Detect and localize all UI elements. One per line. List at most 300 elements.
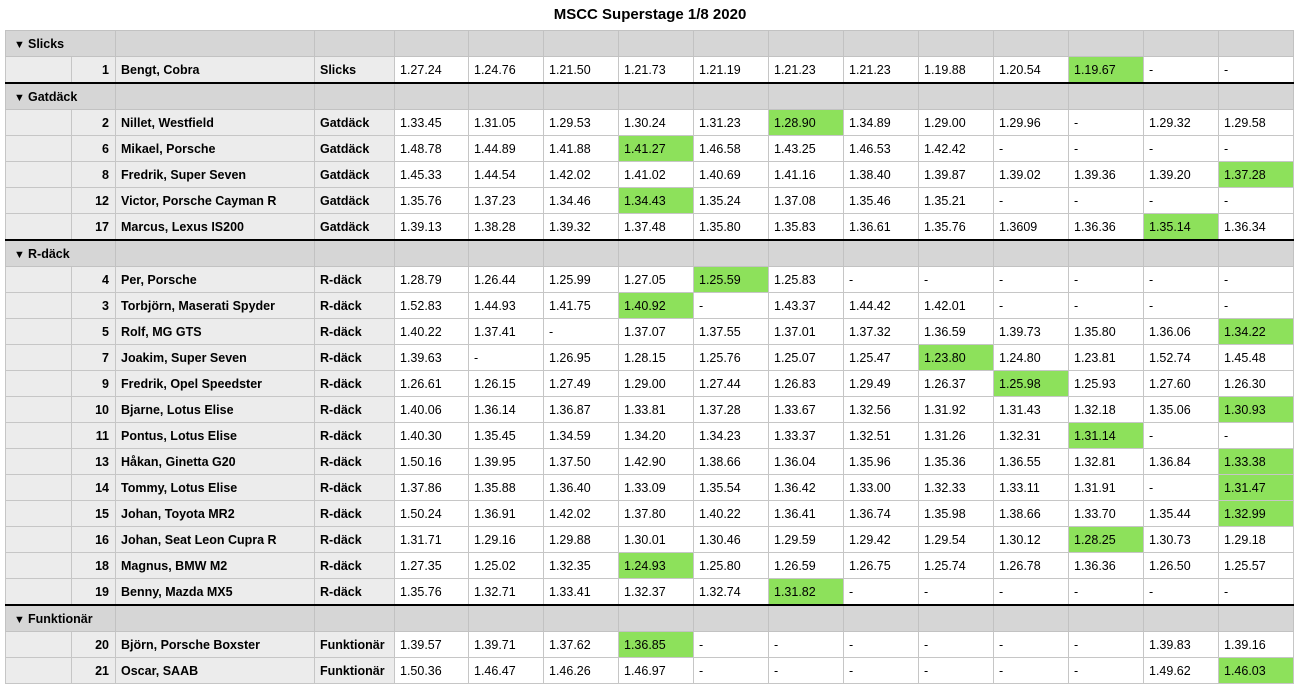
table-row[interactable] — [6, 632, 1294, 658]
start-number-cell[interactable]: 11 — [72, 423, 116, 449]
group-cell[interactable] — [994, 240, 1069, 267]
lap-time-cell[interactable]: 1.33.37 — [769, 423, 844, 449]
lap-time-cell[interactable]: 1.35.45 — [469, 423, 544, 449]
group-cell[interactable] — [1069, 83, 1144, 110]
lap-time-cell[interactable]: 1.27.35 — [395, 553, 469, 579]
lap-time-cell[interactable]: 1.36.14 — [469, 397, 544, 423]
group-cell[interactable] — [619, 240, 694, 267]
start-number-cell[interactable]: 8 — [72, 162, 116, 188]
lap-time-cell[interactable]: 1.29.58 — [1219, 110, 1294, 136]
lap-time-cell[interactable]: 1.29.96 — [994, 110, 1069, 136]
group-cell[interactable] — [116, 240, 315, 267]
driver-cell[interactable]: Fredrik, Super Seven — [116, 162, 315, 188]
start-number-cell[interactable]: 9 — [72, 371, 116, 397]
lap-time-cell[interactable]: 1.29.59 — [769, 527, 844, 553]
group-cell[interactable] — [395, 240, 469, 267]
lap-time-cell[interactable]: 1.25.47 — [844, 345, 919, 371]
lap-time-cell[interactable]: - — [769, 658, 844, 684]
group-cell[interactable] — [1069, 240, 1144, 267]
lap-time-cell[interactable]: 1.37.01 — [769, 319, 844, 345]
table-row[interactable] — [6, 449, 1294, 475]
row-header-cell[interactable] — [6, 579, 72, 606]
table-row[interactable] — [6, 319, 1294, 345]
group-cell[interactable] — [395, 83, 469, 110]
lap-time-cell[interactable]: 1.38.28 — [469, 214, 544, 241]
lap-time-cell[interactable]: 1.49.62 — [1144, 658, 1219, 684]
lap-time-cell[interactable]: - — [1144, 188, 1219, 214]
group-cell[interactable] — [919, 31, 994, 57]
lap-time-cell[interactable]: 1.39.32 — [544, 214, 619, 241]
best-lap-cell[interactable]: 1.31.47 — [1219, 475, 1294, 501]
lap-time-cell[interactable]: - — [1219, 57, 1294, 84]
group-cell[interactable] — [395, 605, 469, 632]
lap-time-cell[interactable]: 1.29.54 — [919, 527, 994, 553]
lap-time-cell[interactable]: 1.35.36 — [919, 449, 994, 475]
group-cell[interactable] — [1144, 605, 1219, 632]
group-header[interactable] — [6, 31, 116, 57]
lap-time-cell[interactable]: - — [1144, 423, 1219, 449]
table-row[interactable] — [6, 527, 1294, 553]
driver-cell[interactable]: Marcus, Lexus IS200 — [116, 214, 315, 241]
class-cell[interactable]: Funktionär — [315, 632, 395, 658]
lap-time-cell[interactable]: 1.35.96 — [844, 449, 919, 475]
group-cell[interactable] — [469, 605, 544, 632]
lap-time-cell[interactable]: 1.26.30 — [1219, 371, 1294, 397]
class-cell[interactable]: R-däck — [315, 345, 395, 371]
lap-time-cell[interactable]: 1.32.33 — [919, 475, 994, 501]
lap-time-cell[interactable]: 1.44.54 — [469, 162, 544, 188]
group-cell[interactable] — [1144, 31, 1219, 57]
lap-time-cell[interactable]: 1.34.20 — [619, 423, 694, 449]
lap-time-cell[interactable]: 1.31.05 — [469, 110, 544, 136]
class-cell[interactable]: R-däck — [315, 319, 395, 345]
start-number-cell[interactable]: 21 — [72, 658, 116, 684]
lap-time-cell[interactable]: 1.39.83 — [1144, 632, 1219, 658]
row-header-cell[interactable] — [6, 214, 72, 241]
lap-time-cell[interactable]: - — [994, 658, 1069, 684]
lap-time-cell[interactable]: 1.35.83 — [769, 214, 844, 241]
lap-time-cell[interactable]: 1.33.00 — [844, 475, 919, 501]
lap-time-cell[interactable]: - — [994, 579, 1069, 606]
group-cell[interactable] — [116, 83, 315, 110]
lap-time-cell[interactable]: 1.37.62 — [544, 632, 619, 658]
lap-time-cell[interactable]: 1.41.75 — [544, 293, 619, 319]
start-number-cell[interactable]: 12 — [72, 188, 116, 214]
group-cell[interactable] — [1219, 240, 1294, 267]
start-number-cell[interactable]: 5 — [72, 319, 116, 345]
row-header-cell[interactable] — [6, 57, 72, 84]
group-cell[interactable] — [544, 605, 619, 632]
lap-time-cell[interactable]: 1.36.87 — [544, 397, 619, 423]
group-cell[interactable] — [116, 31, 315, 57]
lap-time-cell[interactable]: 1.25.99 — [544, 267, 619, 293]
lap-time-cell[interactable]: 1.33.41 — [544, 579, 619, 606]
lap-time-cell[interactable]: 1.40.22 — [395, 319, 469, 345]
lap-time-cell[interactable]: - — [844, 632, 919, 658]
class-cell[interactable]: Gatdäck — [315, 214, 395, 241]
driver-cell[interactable]: Victor, Porsche Cayman R — [116, 188, 315, 214]
lap-time-cell[interactable]: 1.39.63 — [395, 345, 469, 371]
lap-time-cell[interactable]: 1.31.43 — [994, 397, 1069, 423]
lap-time-cell[interactable]: 1.39.71 — [469, 632, 544, 658]
start-number-cell[interactable]: 7 — [72, 345, 116, 371]
group-cell[interactable] — [844, 83, 919, 110]
lap-time-cell[interactable]: 1.32.74 — [694, 579, 769, 606]
lap-time-cell[interactable]: - — [1069, 267, 1144, 293]
lap-time-cell[interactable]: 1.32.37 — [619, 579, 694, 606]
lap-time-cell[interactable]: - — [1069, 658, 1144, 684]
group-cell[interactable] — [619, 31, 694, 57]
group-cell[interactable] — [395, 31, 469, 57]
class-cell[interactable]: R-däck — [315, 579, 395, 606]
lap-time-cell[interactable]: 1.30.73 — [1144, 527, 1219, 553]
lap-time-cell[interactable]: 1.37.50 — [544, 449, 619, 475]
lap-time-cell[interactable]: 1.30.12 — [994, 527, 1069, 553]
lap-time-cell[interactable]: 1.36.84 — [1144, 449, 1219, 475]
driver-cell[interactable]: Benny, Mazda MX5 — [116, 579, 315, 606]
driver-cell[interactable]: Torbjörn, Maserati Spyder — [116, 293, 315, 319]
driver-cell[interactable]: Rolf, MG GTS — [116, 319, 315, 345]
lap-time-cell[interactable]: 1.42.02 — [544, 501, 619, 527]
lap-time-cell[interactable]: - — [769, 632, 844, 658]
table-row[interactable] — [6, 136, 1294, 162]
best-lap-cell[interactable]: 1.19.67 — [1069, 57, 1144, 84]
lap-time-cell[interactable]: 1.24.76 — [469, 57, 544, 84]
lap-time-cell[interactable]: 1.32.56 — [844, 397, 919, 423]
group-cell[interactable] — [769, 31, 844, 57]
lap-time-cell[interactable]: 1.25.07 — [769, 345, 844, 371]
lap-time-cell[interactable]: 1.25.76 — [694, 345, 769, 371]
lap-time-cell[interactable]: 1.43.37 — [769, 293, 844, 319]
lap-time-cell[interactable]: - — [844, 267, 919, 293]
lap-time-cell[interactable]: 1.50.24 — [395, 501, 469, 527]
lap-time-cell[interactable]: 1.40.30 — [395, 423, 469, 449]
row-header-cell[interactable] — [6, 632, 72, 658]
lap-time-cell[interactable]: 1.39.73 — [994, 319, 1069, 345]
lap-time-cell[interactable]: - — [844, 579, 919, 606]
lap-time-cell[interactable]: 1.25.57 — [1219, 553, 1294, 579]
group-header[interactable] — [6, 83, 116, 110]
lap-time-cell[interactable]: - — [994, 267, 1069, 293]
table-row[interactable] — [6, 658, 1294, 684]
lap-time-cell[interactable]: - — [1144, 475, 1219, 501]
lap-time-cell[interactable]: 1.40.06 — [395, 397, 469, 423]
lap-time-cell[interactable]: 1.26.37 — [919, 371, 994, 397]
best-lap-cell[interactable]: 1.36.85 — [619, 632, 694, 658]
lap-time-cell[interactable]: 1.32.31 — [994, 423, 1069, 449]
lap-time-cell[interactable]: 1.25.74 — [919, 553, 994, 579]
lap-time-cell[interactable]: 1.37.07 — [619, 319, 694, 345]
lap-time-cell[interactable]: - — [1219, 136, 1294, 162]
group-cell[interactable] — [1069, 31, 1144, 57]
start-number-cell[interactable]: 16 — [72, 527, 116, 553]
lap-time-cell[interactable]: 1.39.95 — [469, 449, 544, 475]
class-cell[interactable]: R-däck — [315, 371, 395, 397]
lap-time-cell[interactable]: - — [1144, 293, 1219, 319]
lap-time-cell[interactable]: 1.26.61 — [395, 371, 469, 397]
lap-time-cell[interactable]: 1.36.42 — [769, 475, 844, 501]
lap-time-cell[interactable]: 1.26.83 — [769, 371, 844, 397]
lap-time-cell[interactable]: 1.46.53 — [844, 136, 919, 162]
lap-time-cell[interactable]: 1.46.58 — [694, 136, 769, 162]
lap-time-cell[interactable]: 1.29.49 — [844, 371, 919, 397]
lap-time-cell[interactable]: - — [1069, 188, 1144, 214]
lap-time-cell[interactable]: 1.37.86 — [395, 475, 469, 501]
table-row[interactable] — [6, 397, 1294, 423]
start-number-cell[interactable]: 10 — [72, 397, 116, 423]
driver-cell[interactable]: Tommy, Lotus Elise — [116, 475, 315, 501]
lap-time-cell[interactable]: 1.36.34 — [1219, 214, 1294, 241]
lap-time-cell[interactable]: 1.34.89 — [844, 110, 919, 136]
class-cell[interactable]: Gatdäck — [315, 136, 395, 162]
start-number-cell[interactable]: 18 — [72, 553, 116, 579]
group-cell[interactable] — [694, 605, 769, 632]
lap-time-cell[interactable]: 1.35.98 — [919, 501, 994, 527]
lap-time-cell[interactable]: 1.31.71 — [395, 527, 469, 553]
group-cell[interactable] — [769, 83, 844, 110]
lap-time-cell[interactable]: 1.35.24 — [694, 188, 769, 214]
class-cell[interactable]: R-däck — [315, 397, 395, 423]
class-cell[interactable]: R-däck — [315, 293, 395, 319]
group-cell[interactable] — [1144, 83, 1219, 110]
lap-time-cell[interactable]: - — [694, 658, 769, 684]
lap-time-cell[interactable]: 1.37.80 — [619, 501, 694, 527]
lap-time-cell[interactable]: 1.37.41 — [469, 319, 544, 345]
lap-time-cell[interactable]: 1.29.88 — [544, 527, 619, 553]
lap-time-cell[interactable]: 1.42.90 — [619, 449, 694, 475]
best-lap-cell[interactable]: 1.37.28 — [1219, 162, 1294, 188]
lap-time-cell[interactable]: - — [1144, 579, 1219, 606]
lap-time-cell[interactable]: 1.31.91 — [1069, 475, 1144, 501]
row-header-cell[interactable] — [6, 397, 72, 423]
class-cell[interactable]: Gatdäck — [315, 110, 395, 136]
lap-time-cell[interactable]: 1.39.13 — [395, 214, 469, 241]
group-cell[interactable] — [694, 240, 769, 267]
table-row[interactable] — [6, 475, 1294, 501]
best-lap-cell[interactable]: 1.34.43 — [619, 188, 694, 214]
lap-time-cell[interactable]: 1.26.50 — [1144, 553, 1219, 579]
group-cell[interactable] — [994, 83, 1069, 110]
lap-time-cell[interactable]: 1.44.42 — [844, 293, 919, 319]
lap-time-cell[interactable]: - — [1144, 136, 1219, 162]
best-lap-cell[interactable]: 1.31.14 — [1069, 423, 1144, 449]
group-cell[interactable] — [769, 240, 844, 267]
lap-time-cell[interactable]: 1.44.93 — [469, 293, 544, 319]
group-cell[interactable] — [116, 605, 315, 632]
best-lap-cell[interactable]: 1.33.38 — [1219, 449, 1294, 475]
lap-time-cell[interactable]: 1.52.83 — [395, 293, 469, 319]
lap-time-cell[interactable]: - — [1069, 293, 1144, 319]
row-header-cell[interactable] — [6, 188, 72, 214]
row-header-cell[interactable] — [6, 658, 72, 684]
driver-cell[interactable]: Mikael, Porsche — [116, 136, 315, 162]
group-cell[interactable] — [315, 83, 395, 110]
driver-cell[interactable]: Magnus, BMW M2 — [116, 553, 315, 579]
group-cell[interactable] — [844, 240, 919, 267]
lap-time-cell[interactable]: 1.35.76 — [395, 579, 469, 606]
best-lap-cell[interactable]: 1.35.14 — [1144, 214, 1219, 241]
lap-time-cell[interactable]: 1.35.06 — [1144, 397, 1219, 423]
class-cell[interactable]: Gatdäck — [315, 162, 395, 188]
lap-time-cell[interactable]: 1.21.50 — [544, 57, 619, 84]
lap-time-cell[interactable]: 1.29.32 — [1144, 110, 1219, 136]
row-header-cell[interactable] — [6, 423, 72, 449]
lap-time-cell[interactable]: 1.45.48 — [1219, 345, 1294, 371]
group-header[interactable] — [6, 240, 116, 267]
lap-time-cell[interactable]: 1.30.01 — [619, 527, 694, 553]
lap-time-cell[interactable]: 1.37.32 — [844, 319, 919, 345]
lap-time-cell[interactable]: 1.28.15 — [619, 345, 694, 371]
lap-time-cell[interactable]: 1.33.45 — [395, 110, 469, 136]
group-cell[interactable] — [1219, 83, 1294, 110]
lap-time-cell[interactable]: 1.38.66 — [694, 449, 769, 475]
lap-time-cell[interactable]: 1.46.47 — [469, 658, 544, 684]
lap-time-cell[interactable]: 1.36.40 — [544, 475, 619, 501]
group-row[interactable] — [6, 605, 1294, 632]
driver-cell[interactable]: Per, Porsche — [116, 267, 315, 293]
lap-time-cell[interactable]: 1.35.46 — [844, 188, 919, 214]
start-number-cell[interactable]: 3 — [72, 293, 116, 319]
lap-time-cell[interactable]: - — [469, 345, 544, 371]
disclosure-triangle-icon[interactable]: ▼ — [14, 613, 25, 626]
group-cell[interactable] — [919, 83, 994, 110]
group-cell[interactable] — [469, 31, 544, 57]
lap-time-cell[interactable]: 1.48.78 — [395, 136, 469, 162]
lap-time-cell[interactable]: 1.29.53 — [544, 110, 619, 136]
class-cell[interactable]: R-däck — [315, 423, 395, 449]
group-cell[interactable] — [619, 605, 694, 632]
lap-time-cell[interactable]: 1.31.26 — [919, 423, 994, 449]
lap-time-cell[interactable]: 1.36.06 — [1144, 319, 1219, 345]
lap-time-cell[interactable]: 1.37.28 — [694, 397, 769, 423]
best-lap-cell[interactable]: 1.28.90 — [769, 110, 844, 136]
table-row[interactable] — [6, 57, 1294, 84]
lap-time-cell[interactable]: - — [1219, 423, 1294, 449]
best-lap-cell[interactable]: 1.25.59 — [694, 267, 769, 293]
lap-time-cell[interactable]: - — [919, 267, 994, 293]
lap-time-cell[interactable]: 1.43.25 — [769, 136, 844, 162]
lap-time-cell[interactable]: - — [919, 658, 994, 684]
group-cell[interactable] — [1219, 31, 1294, 57]
lap-time-cell[interactable]: - — [994, 293, 1069, 319]
lap-time-cell[interactable]: 1.29.00 — [619, 371, 694, 397]
lap-time-cell[interactable]: 1.27.49 — [544, 371, 619, 397]
row-header-cell[interactable] — [6, 110, 72, 136]
best-lap-cell[interactable]: 1.32.99 — [1219, 501, 1294, 527]
start-number-cell[interactable]: 13 — [72, 449, 116, 475]
group-row[interactable] — [6, 83, 1294, 110]
lap-time-cell[interactable]: 1.39.16 — [1219, 632, 1294, 658]
lap-time-cell[interactable]: - — [844, 658, 919, 684]
best-lap-cell[interactable]: 1.25.98 — [994, 371, 1069, 397]
lap-time-cell[interactable]: - — [994, 632, 1069, 658]
table-row[interactable] — [6, 423, 1294, 449]
lap-time-cell[interactable]: 1.50.16 — [395, 449, 469, 475]
driver-cell[interactable]: Johan, Seat Leon Cupra R — [116, 527, 315, 553]
lap-time-cell[interactable]: 1.38.40 — [844, 162, 919, 188]
lap-time-cell[interactable]: - — [694, 293, 769, 319]
lap-time-cell[interactable]: - — [1069, 110, 1144, 136]
table-row[interactable] — [6, 579, 1294, 606]
lap-time-cell[interactable]: 1.31.23 — [694, 110, 769, 136]
lap-time-cell[interactable]: 1.44.89 — [469, 136, 544, 162]
row-header-cell[interactable] — [6, 319, 72, 345]
lap-time-cell[interactable]: 1.25.02 — [469, 553, 544, 579]
group-header[interactable] — [6, 605, 116, 632]
lap-time-cell[interactable]: 1.26.78 — [994, 553, 1069, 579]
lap-time-cell[interactable]: 1.45.33 — [395, 162, 469, 188]
group-cell[interactable] — [1069, 605, 1144, 632]
lap-time-cell[interactable]: 1.40.69 — [694, 162, 769, 188]
group-row[interactable] — [6, 240, 1294, 267]
lap-time-cell[interactable]: 1.36.36 — [1069, 214, 1144, 241]
lap-time-cell[interactable]: 1.34.23 — [694, 423, 769, 449]
table-row[interactable] — [6, 345, 1294, 371]
lap-time-cell[interactable]: 1.32.71 — [469, 579, 544, 606]
lap-time-cell[interactable]: 1.36.04 — [769, 449, 844, 475]
lap-time-cell[interactable]: 1.27.24 — [395, 57, 469, 84]
best-lap-cell[interactable]: 1.34.22 — [1219, 319, 1294, 345]
driver-cell[interactable]: Fredrik, Opel Speedster — [116, 371, 315, 397]
lap-time-cell[interactable]: 1.36.36 — [1069, 553, 1144, 579]
start-number-cell[interactable]: 19 — [72, 579, 116, 606]
group-cell[interactable] — [994, 605, 1069, 632]
driver-cell[interactable]: Pontus, Lotus Elise — [116, 423, 315, 449]
class-cell[interactable]: R-däck — [315, 553, 395, 579]
lap-time-cell[interactable]: 1.35.80 — [1069, 319, 1144, 345]
lap-time-cell[interactable]: 1.29.16 — [469, 527, 544, 553]
best-lap-cell[interactable]: 1.46.03 — [1219, 658, 1294, 684]
lap-time-cell[interactable]: 1.39.87 — [919, 162, 994, 188]
lap-time-cell[interactable]: 1.19.88 — [919, 57, 994, 84]
row-header-cell[interactable] — [6, 501, 72, 527]
lap-time-cell[interactable]: - — [1219, 267, 1294, 293]
lap-time-cell[interactable]: 1.33.09 — [619, 475, 694, 501]
row-header-cell[interactable] — [6, 267, 72, 293]
group-cell[interactable] — [1219, 605, 1294, 632]
lap-time-cell[interactable]: - — [919, 579, 994, 606]
lap-time-cell[interactable]: 1.37.23 — [469, 188, 544, 214]
start-number-cell[interactable]: 4 — [72, 267, 116, 293]
lap-time-cell[interactable]: 1.31.92 — [919, 397, 994, 423]
group-cell[interactable] — [315, 240, 395, 267]
start-number-cell[interactable]: 6 — [72, 136, 116, 162]
lap-time-cell[interactable]: 1.26.15 — [469, 371, 544, 397]
best-lap-cell[interactable]: 1.30.93 — [1219, 397, 1294, 423]
lap-time-cell[interactable]: 1.27.05 — [619, 267, 694, 293]
group-cell[interactable] — [919, 240, 994, 267]
lap-time-cell[interactable]: 1.35.76 — [919, 214, 994, 241]
table-row[interactable] — [6, 267, 1294, 293]
driver-cell[interactable]: Bengt, Cobra — [116, 57, 315, 84]
group-cell[interactable] — [844, 31, 919, 57]
group-cell[interactable] — [844, 605, 919, 632]
lap-time-cell[interactable]: 1.33.67 — [769, 397, 844, 423]
group-cell[interactable] — [694, 31, 769, 57]
lap-time-cell[interactable]: 1.36.59 — [919, 319, 994, 345]
start-number-cell[interactable]: 2 — [72, 110, 116, 136]
class-cell[interactable]: R-däck — [315, 501, 395, 527]
start-number-cell[interactable]: 17 — [72, 214, 116, 241]
lap-time-cell[interactable]: 1.32.35 — [544, 553, 619, 579]
row-header-cell[interactable] — [6, 527, 72, 553]
row-header-cell[interactable] — [6, 371, 72, 397]
lap-time-cell[interactable]: 1.42.42 — [919, 136, 994, 162]
table-row[interactable] — [6, 214, 1294, 241]
driver-cell[interactable]: Johan, Toyota MR2 — [116, 501, 315, 527]
driver-cell[interactable]: Joakim, Super Seven — [116, 345, 315, 371]
lap-time-cell[interactable]: 1.21.23 — [769, 57, 844, 84]
